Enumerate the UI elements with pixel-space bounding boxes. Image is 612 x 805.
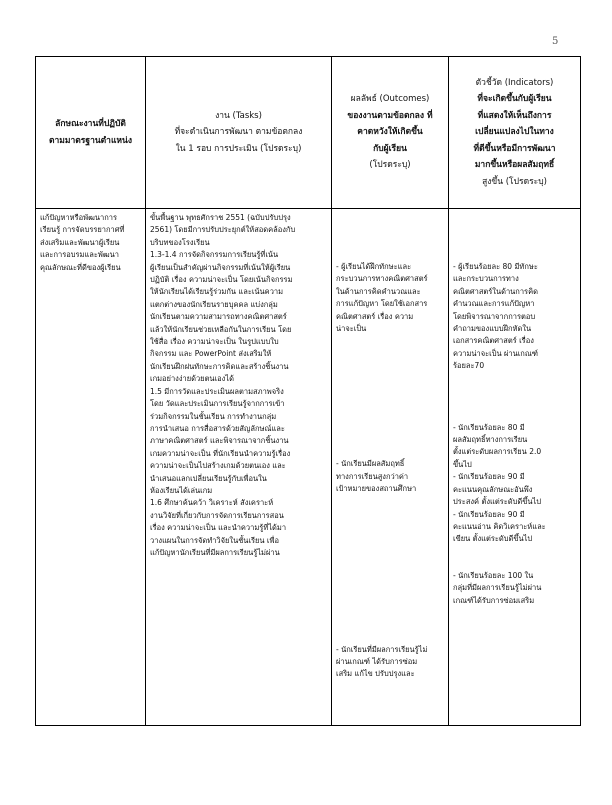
page-number: 5 (552, 36, 559, 47)
header-line: คาดหวังให้เกิดขึ้น (357, 127, 423, 138)
header-line: ที่จะดำเนินการพัฒนา ตามข้อตกลง (174, 127, 303, 138)
header-line: ที่แสดงให้เห็นถึงการ (477, 110, 552, 121)
header-line: เปลี่ยนแปลงไปในทาง (475, 127, 554, 138)
cell-line: นักเรียนฝึกฝนทักษะการคิดและสร้างชิ้นงาน (150, 361, 289, 371)
cell-line: วางแผนในการจัดทำวิจัยในชั้นเรียน เพื่อ (150, 535, 279, 545)
cell-line: ใช้สื่อ เรื่อง ความน่าจะเป็น ในรูปแบบใบ (150, 337, 279, 347)
cell-line: โดย วัดและประเมินการเรียนรู้จากการเข้า (150, 399, 285, 409)
header-line: (โปรดระบุ) (369, 160, 411, 171)
cell-line: เอกสารคณิตศาสตร์ เรื่อง (453, 336, 534, 346)
cell-line: ห้องเรียนได้เล่นเกม (150, 485, 213, 495)
table-header-row (36, 57, 581, 209)
cell-line: คณิตศาสตร์ในด้านการคิด (453, 286, 538, 296)
cell-line: 1.3-1.4 การจัดกิจกรรมการเรียนรู้ที่เน้น (150, 250, 279, 260)
cell-line: คำนวณและการแก้ปัญหา (453, 299, 535, 309)
cell-line: กลุ่มที่มีผลการเรียนรู้ไม่ผ่าน (453, 583, 542, 593)
cell-line: เรื่อง ความน่าจะเป็น และนำความรู้ที่ได้มา (150, 523, 287, 533)
cell-line: แตกต่างของนักเรียนรายบุคคล แบ่งกลุ่ม (150, 299, 278, 309)
tasks-cell (146, 209, 332, 726)
header-line: ใน 1 รอบ การประเมิน (โปรดระบุ) (175, 143, 302, 154)
cell-line: และกระบวนการทาง (453, 274, 519, 284)
cell-line: ความน่าจะเป็น ผ่านเกณฑ์ (453, 348, 539, 358)
cell-line: การแก้ปัญหา โดยใช้เอกสาร (336, 299, 428, 309)
cell-line: การนำเสนอ การสื่อสารด้วยสัญลักษณ์และ (150, 423, 285, 433)
header-line: ผลลัพธ์ (Outcomes) (350, 94, 430, 105)
indicators-cell (449, 209, 581, 726)
cell-line: ตั้งแต่ระดับผลการเรียน 2.0 (453, 447, 542, 457)
cell-line: กิจกรรม และ PowerPoint ส่งเสริมให้ (150, 349, 272, 359)
cell-line: โดยพิจารณาจากการตอบ (453, 311, 536, 321)
cell-line: คะแนนคุณลักษณะอันพึง (453, 484, 533, 494)
cell-line: 2561) โดยมีการปรับประยุกต์ให้สอดคล้องกับ (150, 225, 296, 235)
cell-line: ส่งเสริมและพัฒนาผู้เรียน (40, 237, 120, 247)
cell-line: คณิตศาสตร์ เรื่อง ความ (336, 311, 414, 321)
cell-line: แก้ปัญหานักเรียนที่มีผลการเรียนรู้ไม่ผ่าน (150, 547, 280, 557)
cell-line: เรียนรู้ การจัดบรรยากาศที่ (40, 225, 125, 235)
header-outcomes (332, 57, 449, 209)
cell-line: ความน่าจะเป็นไปสร้างเกมด้วยตนเอง และ (150, 461, 286, 471)
cell-line: - นักเรียนที่มีผลการเรียนรู้ไม่ (336, 644, 428, 654)
header-line: ตามมาตรฐานตำแหน่ง (49, 135, 132, 146)
cell-line: เกณฑ์ได้รับการซ่อมเสริม (453, 595, 535, 605)
header-indicators (449, 57, 581, 209)
cell-line: แก้ปัญหาหรือพัฒนาการ (40, 213, 117, 222)
cell-line: นักเรียนตามความสามารถทางคณิตศาสตร์ (150, 312, 287, 322)
header-line: งาน (Tasks) (215, 110, 262, 121)
cell-line: ในด้านการคิดคำนวณและ (336, 286, 421, 296)
header-line: ที่ดีขึ้นหรือมีการพัฒนา (473, 143, 556, 154)
cell-line: - ผู้เรียนร้อยละ 80 มีทักษะ (453, 262, 538, 271)
header-line: ที่จะเกิดขึ้นกับผู้เรียน (477, 94, 552, 105)
cell-line: นำเสนอแลกเปลี่ยนเรียนรู้กับเพื่อนใน (150, 473, 267, 483)
cell-line: กระบวนการทางคณิตศาสตร์ (336, 274, 428, 284)
cell-line: - นักเรียนร้อยละ 100 ใน (453, 570, 534, 580)
cell-line: งานวิจัยที่เกี่ยวกับการจัดการเรียนการสอน (150, 510, 284, 520)
cell-line: คำถามของแบบฝึกหัดใน (453, 324, 532, 334)
header-line: มากขึ้นหรือผลสัมฤทธิ์ (474, 160, 555, 171)
cell-line: ประสงค์ ตั้งแต่ระดับดีขึ้นไป (453, 497, 542, 507)
header-line: ลักษณะงานที่ปฏิบัติ (55, 119, 126, 129)
cell-line: และการอบรมและพัฒนา (40, 250, 119, 260)
header-line: ตัวชี้วัด (Indicators) (475, 77, 554, 88)
cell-line: 1.6 ศึกษาค้นคว้า วิเคราะห์ สังเคราะห์ (150, 498, 274, 508)
cell-line: เสริม แก้ไข ปรับปรุงและ (336, 669, 415, 679)
cell-line: - นักเรียนมีผลสัมฤทธิ์ (336, 459, 405, 469)
cell-line: ให้นักเรียนได้เรียนรู้ร่วมกัน และเน้นความ (150, 287, 284, 297)
work-characteristics-cell (36, 209, 146, 726)
outcomes-cell (332, 209, 449, 726)
agreement-table (35, 56, 581, 726)
cell-line: ร่วมกิจกรรมในชั้นเรียน การทำงานกลุ่ม (150, 411, 277, 421)
cell-line: เกมความน่าจะเป็น ที่นักเรียนนำความรู้เรื่อง (150, 448, 291, 458)
table-body-row (36, 209, 581, 726)
cell-line: 1.5 มีการวัดและประเมินผลตามสภาพจริง (150, 386, 284, 396)
cell-line: คะแนนอ่าน คิดวิเคราะห์และ (453, 521, 546, 531)
cell-line: เป้าหมายของสถานศึกษา (336, 484, 417, 494)
cell-line: ขั้นพื้นฐาน พุทธศักราช 2551 (ฉบับปรับปรุง (150, 213, 291, 222)
header-tasks (146, 57, 332, 209)
cell-line: ร้อยละ70 (453, 361, 485, 371)
cell-line: ทางการเรียนสูงกว่าค่า (336, 471, 409, 481)
cell-line: เขียน ตั้งแต่ระดับดีขึ้นไป (453, 534, 533, 544)
cell-line: บริบทของโรงเรียน (150, 237, 210, 247)
cell-line: - นักเรียนร้อยละ 80 มี (453, 422, 525, 432)
cell-line: - นักเรียนร้อยละ 90 มี (453, 472, 525, 482)
header-line: กับผู้เรียน (373, 143, 407, 154)
cell-line: - ผู้เรียนได้ฝึกทักษะและ (336, 262, 412, 271)
cell-line: ภาษาคณิตศาสตร์ และพิจารณาจากชิ้นงาน (150, 436, 289, 446)
cell-line: ผู้เรียนเป็นสำคัญผ่านกิจกรรมที่เน้นให้ผู้เรียน (150, 262, 291, 272)
cell-line: ผลสัมฤทธิ์ทางการเรียน (453, 435, 528, 445)
cell-line: ขึ้นไป (453, 459, 472, 469)
cell-line: ผ่านเกณฑ์ ได้รับการซ่อม (336, 657, 418, 667)
header-line: สูงขึ้น (โปรดระบุ) (482, 176, 547, 187)
header-line: ของงานตามข้อตกลง ที่ (347, 110, 433, 121)
cell-line: น่าจะเป็น (336, 324, 367, 334)
cell-line: ปฏิบัติ เรื่อง ความน่าจะเป็น โดยเน้นกิจกรรม (150, 275, 293, 285)
cell-line: คุณลักษณะที่ดีของผู้เรียน (40, 262, 121, 272)
cell-line: แล้วให้นักเรียนช่วยเหลือกันในการเรียน โดย (150, 324, 292, 334)
cell-line: - นักเรียนร้อยละ 90 มี (453, 509, 525, 519)
cell-line: เกมอย่างง่ายด้วยตนเองได้ (150, 374, 234, 384)
header-work-characteristics (36, 57, 146, 209)
